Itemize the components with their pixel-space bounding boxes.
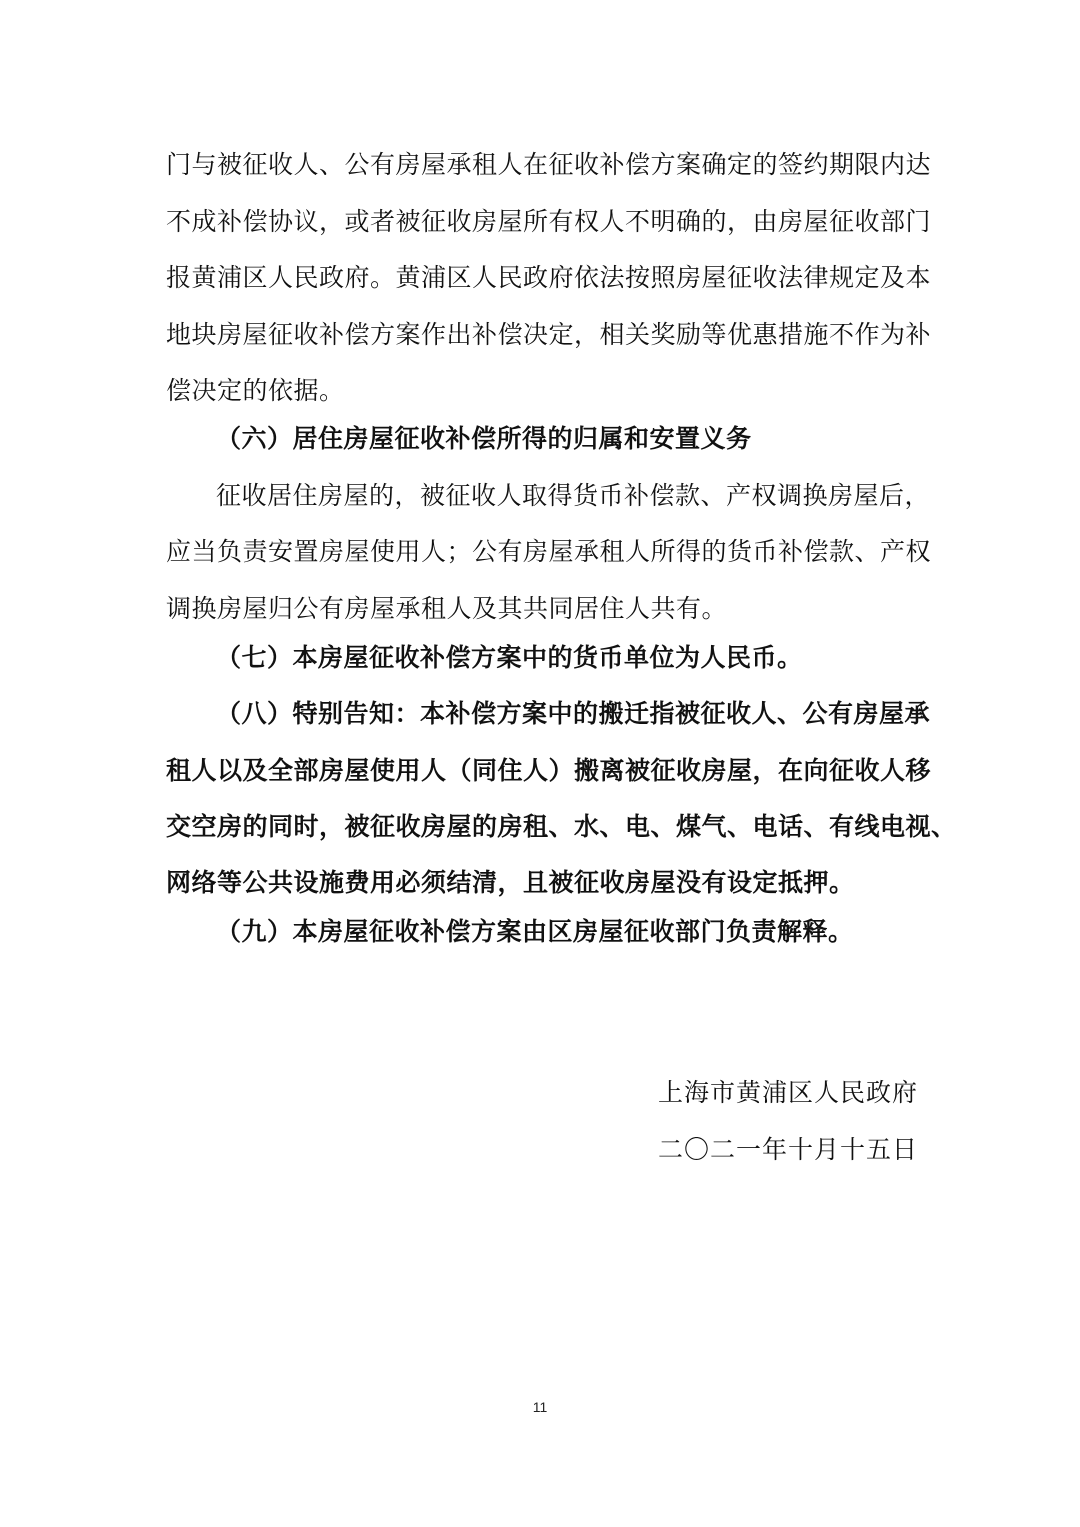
body-line: 门与被征收人、公有房屋承租人在征收补偿方案确定的签约期限内达 <box>166 150 932 179</box>
section-heading-8: （八）特别告知：本补偿方案中的搬迁指被征收人、公有房屋承 <box>216 699 931 728</box>
body-line: 租人以及全部房屋使用人（同住人）搬离被征收房屋，在向征收人移 <box>166 756 932 785</box>
body-line: 调换房屋归公有房屋承租人及其共同居住人共有。 <box>166 594 728 623</box>
signature-date: 二〇二一年十月十五日 <box>657 1135 918 1164</box>
section-heading-7: （七）本房屋征收补偿方案中的货币单位为人民币。 <box>216 643 803 672</box>
signature-issuer: 上海市黄浦区人民政府 <box>657 1078 918 1107</box>
section-heading-6: （六）居住房屋征收补偿所得的归属和安置义务 <box>216 424 752 453</box>
page-number: 11 <box>532 1399 548 1415</box>
body-line: 偿决定的依据。 <box>166 376 345 405</box>
body-line: 应当负责安置房屋使用人；公有房屋承租人所得的货币补偿款、产权 <box>166 537 932 566</box>
body-line: 不成补偿协议，或者被征收房屋所有权人不明确的，由房屋征收部门 <box>166 207 932 236</box>
section-heading-9: （九）本房屋征收补偿方案由区房屋征收部门负责解释。 <box>216 917 854 946</box>
body-line: 报黄浦区人民政府。黄浦区人民政府依法按照房屋征收法律规定及本 <box>166 263 932 292</box>
body-line: 地块房屋征收补偿方案作出补偿决定，相关奖励等优惠措施不作为补 <box>166 320 932 349</box>
body-line: 征收居住房屋的，被征收人取得货币补偿款、产权调换房屋后， <box>216 481 931 510</box>
body-line: 网络等公共设施费用必须结清，且被征收房屋没有设定抵押。 <box>166 868 855 897</box>
body-line: 交空房的同时，被征收房屋的房租、水、电、煤气、电话、有线电视、 <box>166 812 957 841</box>
